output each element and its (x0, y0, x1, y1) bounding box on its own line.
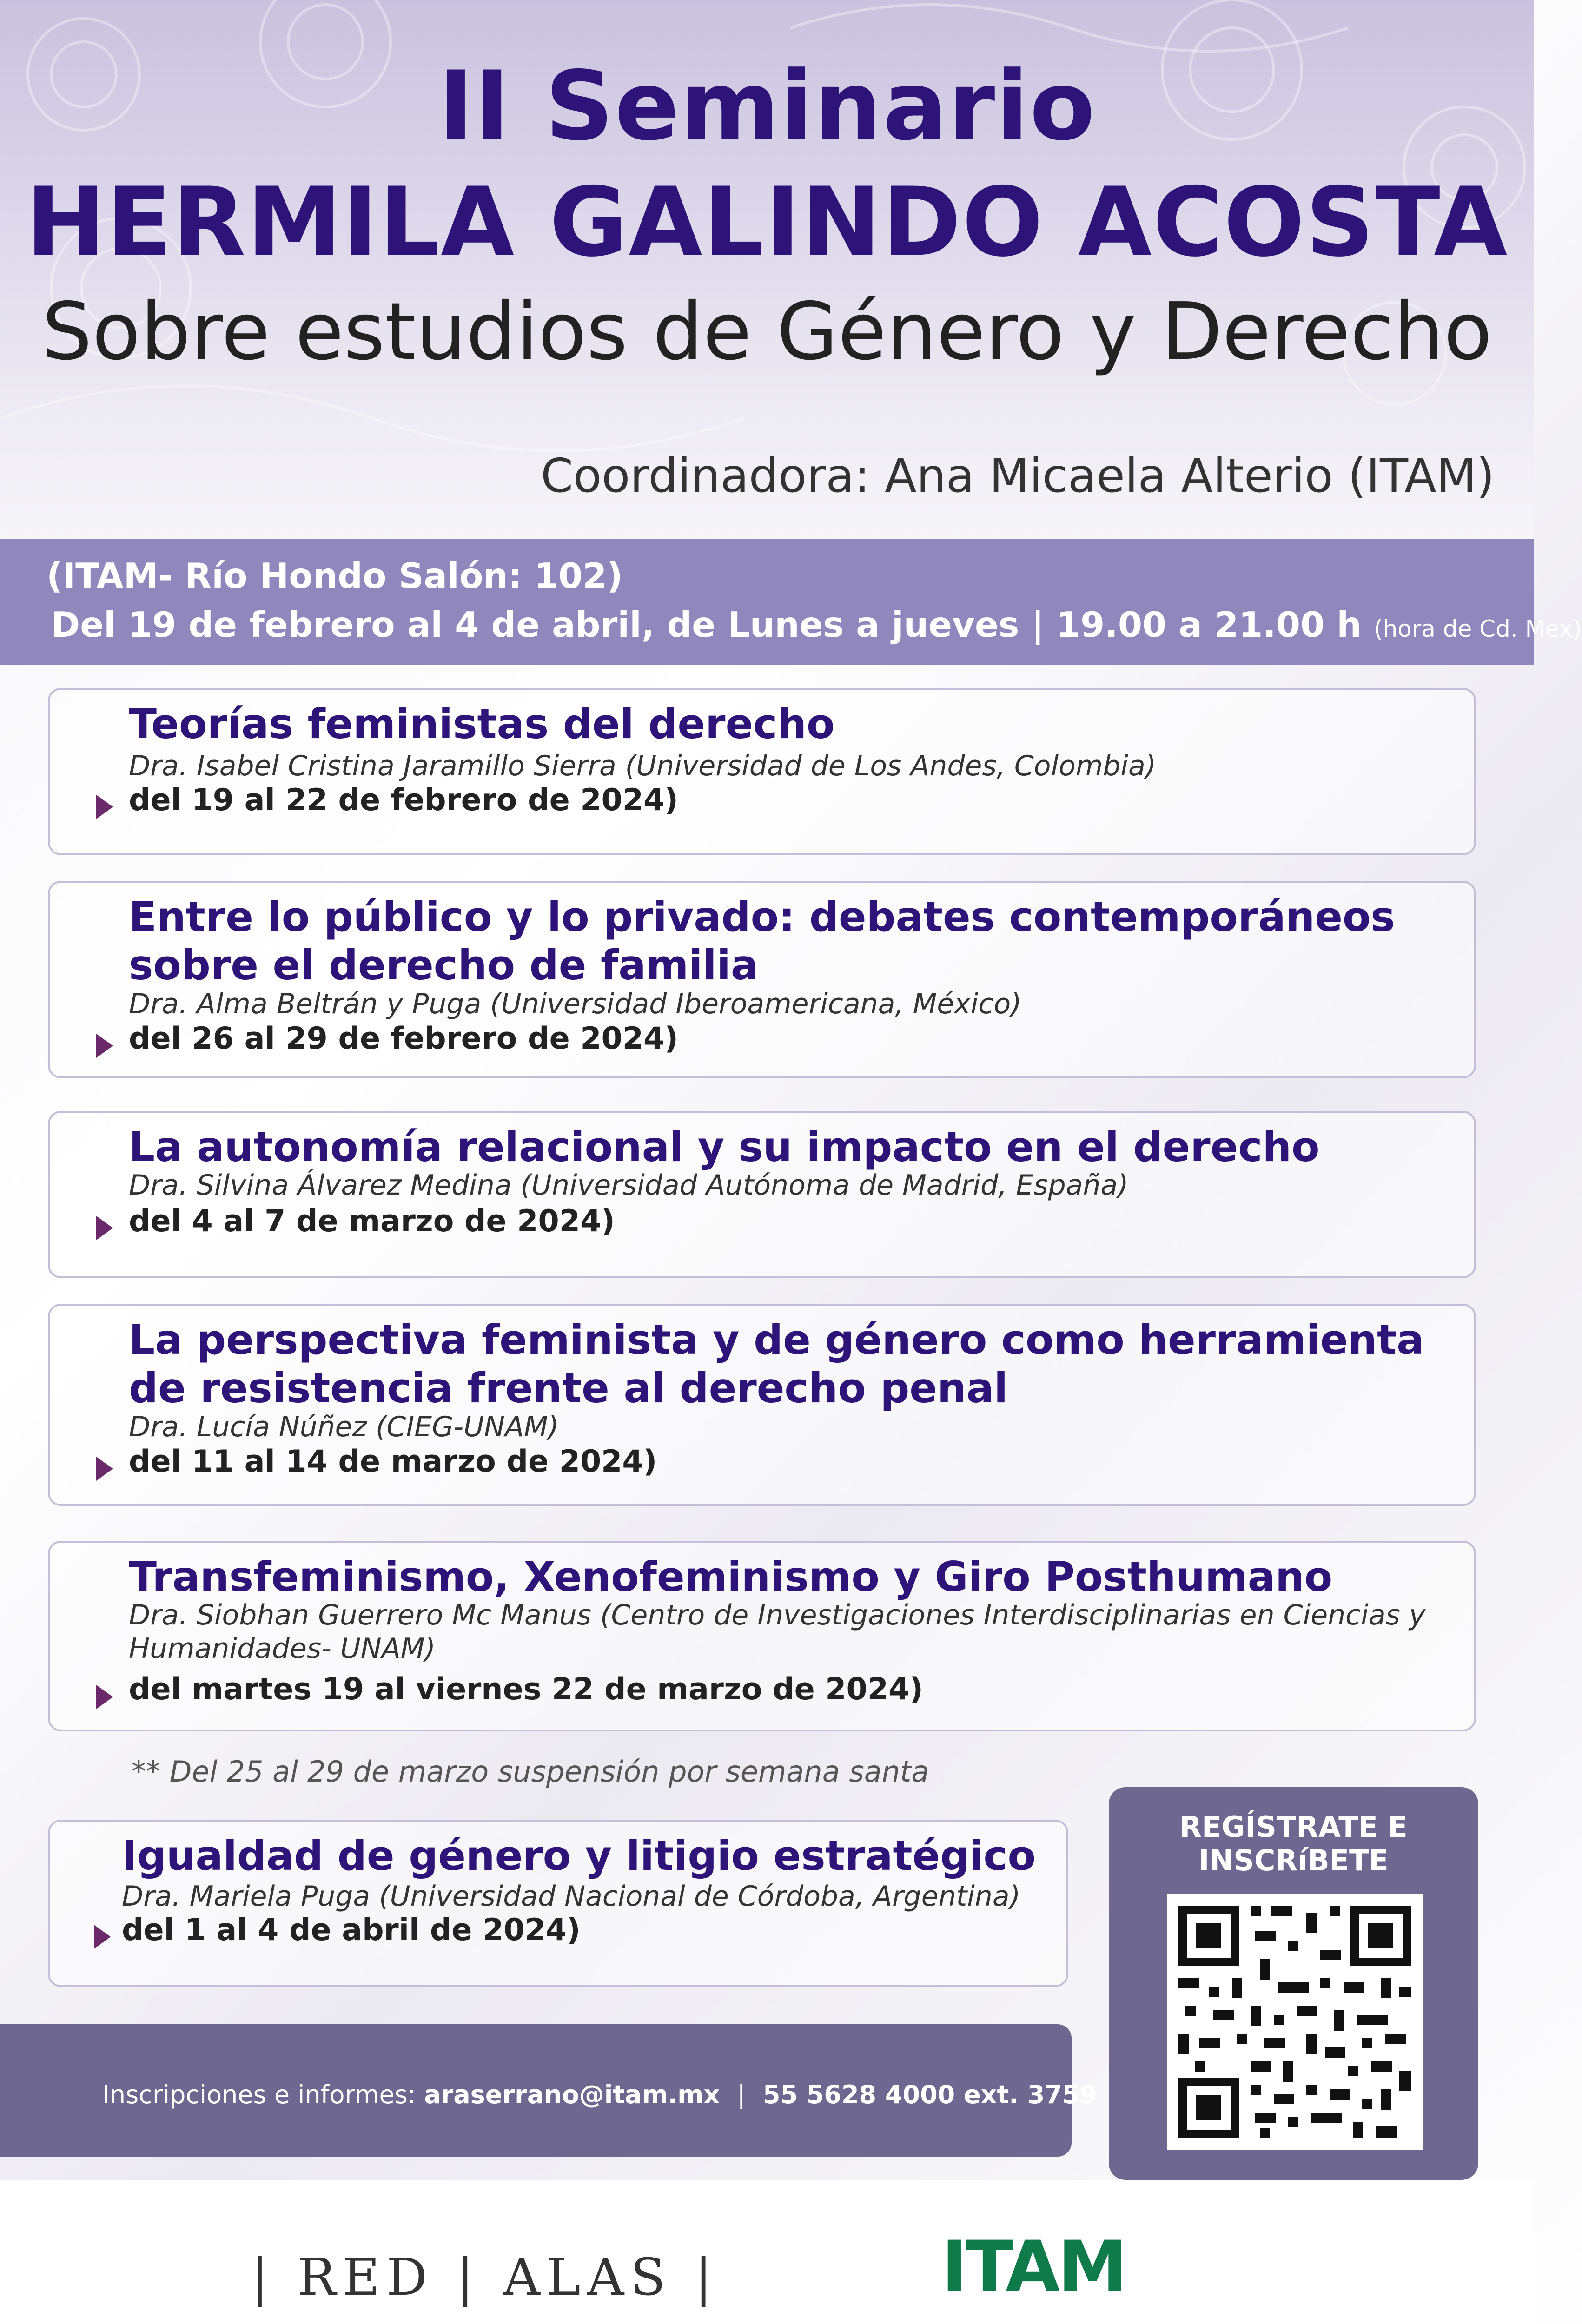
bullet-triangle-icon (96, 1216, 113, 1240)
session-dates: del 4 al 7 de marzo de 2024) (129, 1204, 615, 1239)
contact-email-link[interactable]: araserrano@itam.mx (424, 2080, 720, 2109)
session-title: Igualdad de género y litigio estratégico (122, 1832, 1036, 1880)
session-speaker: Dra. Isabel Cristina Jaramillo Sierra (Universidad de Los Andes, Colombia) (129, 750, 1157, 782)
itam-logo: ITAM (941, 2226, 1125, 2307)
session-dates: del 26 al 29 de febrero de 2024) (129, 1021, 678, 1056)
seminar-number-title: II Seminario (438, 51, 1096, 162)
contact-separator: | (737, 2080, 746, 2109)
coordinator-text: Coordinadora: Ana Micaela Alterio (ITAM) (541, 449, 1495, 503)
session-speaker: Dra. Mariela Puga (Universidad Nacional de Córdoba, Argentina) (122, 1880, 1021, 1913)
seminar-subtitle: Sobre estudios de Género y Derecho (42, 286, 1492, 378)
register-line-2: INSCRíBETE (1198, 1843, 1389, 1877)
session-card (48, 1304, 1476, 1506)
register-panel (1109, 1787, 1478, 2180)
bullet-triangle-icon (96, 795, 113, 819)
schedule-text (51, 604, 1582, 645)
session-speaker: Dra. Silvina Álvarez Medina (Universidad Autónoma de Madrid, España) (129, 1169, 1129, 1202)
qr-code-icon[interactable] (1167, 1894, 1423, 2150)
contact-text (102, 2080, 1097, 2109)
seminar-name-title: HERMILA GALINDO ACOSTA (26, 167, 1509, 278)
bullet-triangle-icon (96, 1034, 113, 1058)
session-speaker: Dra. Lucía Núñez (CIEG-UNAM) (129, 1411, 559, 1443)
session-dates: del martes 19 al viernes 22 de marzo de 2024) (129, 1672, 923, 1707)
bullet-triangle-icon (96, 1457, 113, 1481)
session-title: Transfeminismo, Xenofeminismo y Giro Posthumano (129, 1553, 1333, 1601)
schedule-main: Del 19 de febrero al 4 de abril, de Lunes a jueves | 19.00 a 21.00 h (51, 604, 1362, 645)
qr-code-graphic (1167, 1894, 1423, 2150)
contact-label: Inscripciones e informes: (102, 2080, 416, 2109)
logo-strip (0, 2180, 1534, 2324)
location-text: (ITAM- Río Hondo Salón: 102) (46, 555, 623, 596)
session-speaker: Dra. Alma Beltrán y Puga (Universidad Iberoamericana, México) (129, 988, 1022, 1020)
session-card (48, 1820, 1068, 1987)
session-title: La autonomía relacional y su impacto en el derecho (129, 1123, 1320, 1171)
session-title: La perspectiva feminista y de género como herramienta de resistencia frente al derecho penal (129, 1316, 1424, 1412)
red-alas-logo: | RED | ALAS | (251, 2247, 719, 2307)
timezone-note: (hora de Cd. Mex) (1373, 615, 1582, 642)
contact-phone: 55 5628 4000 ext. 3759 (762, 2080, 1097, 2109)
session-dates: del 19 al 22 de febrero de 2024) (129, 783, 678, 818)
holiday-note: ** Del 25 al 29 de marzo suspensión por semana santa (132, 1755, 929, 1789)
session-dates: del 11 al 14 de marzo de 2024) (129, 1444, 657, 1479)
session-speaker: Dra. Siobhan Guerrero Mc Manus (Centro de Investigaciones Interdisciplinarias en Ciencias y Humanidades- UNAM) (129, 1599, 1426, 1665)
session-card (48, 688, 1476, 855)
session-card (48, 1541, 1476, 1731)
session-dates: del 1 al 4 de abril de 2024) (122, 1913, 581, 1948)
register-line-1: REGÍSTRATE E (1179, 1810, 1408, 1844)
bullet-triangle-icon (96, 1685, 113, 1709)
session-card (48, 1111, 1476, 1278)
register-heading (1109, 1810, 1478, 1877)
session-title: Teorías feministas del derecho (129, 700, 835, 748)
session-card (48, 881, 1476, 1078)
session-title: Entre lo público y lo privado: debates contemporáneos sobre el derecho de familia (129, 893, 1395, 989)
bullet-triangle-icon (94, 1925, 111, 1949)
